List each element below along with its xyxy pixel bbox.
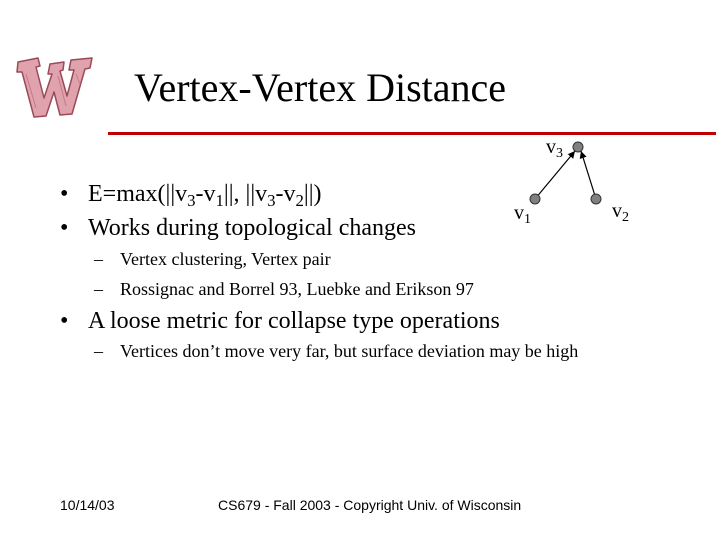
bullet-formula (60, 180, 322, 211)
vertex-label-v2: $v_2$ (612, 200, 629, 226)
bullet-marker: • (60, 181, 69, 207)
vertex-label-v3: $v_3$ (546, 136, 563, 162)
sub-bullet-clustering (94, 248, 331, 270)
footer-copyright: CS679 - Fall 2003 - Copyright Univ. of Wisconsin (218, 497, 522, 513)
wisconsin-w-logo-icon (14, 48, 96, 120)
sub-bullet-text: Vertex clustering, Vertex pair (120, 249, 331, 269)
vertex-v2 (591, 194, 601, 204)
bullet-topological (60, 214, 416, 242)
sub-bullet-vertices (94, 340, 578, 362)
formula-text: $E=\max(||v_3-v_1||$, $||v_3-v_2||$) (88, 181, 322, 211)
sub-bullet-marker: – (94, 249, 103, 269)
bullet-text: A loose metric for collapse type operations (88, 308, 500, 334)
bullet-loose-metric (60, 307, 500, 335)
sub-bullet-text: Rossignac and Borrel 93, Luebke and Erikson 97 (120, 279, 474, 299)
footer-date: 10/14/03 (60, 497, 115, 513)
vertex-v3 (573, 142, 583, 152)
bullet-marker: • (60, 308, 69, 334)
edge-v1-v3 (535, 151, 575, 199)
bullet-marker: • (60, 215, 69, 241)
bullet-text: Works during topological changes (88, 215, 416, 241)
sub-bullet-marker: – (94, 341, 103, 361)
sub-bullet-references (94, 278, 474, 300)
slide-title: Vertex-Vertex Distance (134, 65, 507, 110)
vertex-v1 (530, 194, 540, 204)
sub-bullet-text: Vertices don’t move very far, but surface deviation may be high (120, 341, 579, 361)
vertex-label-v1: $v_1$ (514, 202, 531, 228)
sub-bullet-marker: – (94, 279, 103, 299)
edge-v2-v3 (581, 151, 596, 199)
